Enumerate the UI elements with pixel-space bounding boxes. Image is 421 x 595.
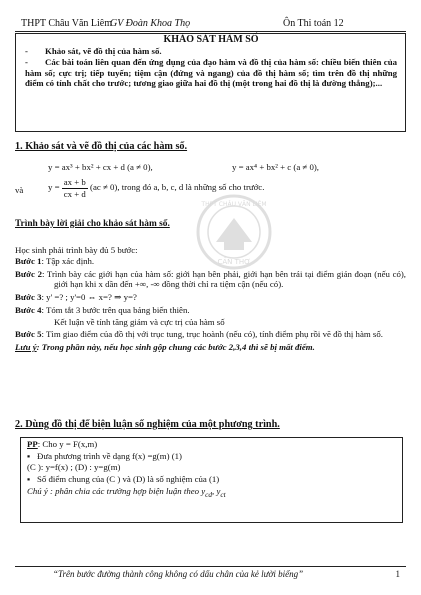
school-watermark-seal xyxy=(194,192,274,272)
method-heading: Trình bày lời giải cho khảo sát hàm số. xyxy=(15,219,170,229)
step-2: Bước 2: Trình bày các giới hạn của hàm số: giới hạn bên phải, giới hạn bên trái tại điểm gián đoạn (nếu có), giới hạn khi x dần đến +∞, -∞ đồng thời chỉ ra tiệm cận (nếu có). xyxy=(15,268,406,290)
page-header xyxy=(15,18,406,32)
fraction: $\frac{ax + b}{cx + d}$ xyxy=(63,177,86,199)
must-text: Học sinh phải trình bày đủ 5 bước: xyxy=(15,245,138,255)
formula-cubic: y = ax³ + bx² + cx + d (a ≠ 0), xyxy=(48,162,153,172)
page-number: 1 xyxy=(395,569,400,579)
intro-title: KHẢO SÁT HÀM SỐ xyxy=(163,34,259,45)
curve-line: (C ): y=f(x) ; (D) : y=g(m) xyxy=(27,462,121,473)
bullet-icon: ▪ xyxy=(27,474,31,485)
step-3: Bước 3: y' =? ; y'=0 ⇔ x=? ⇒ y=? xyxy=(15,292,137,303)
header-teacher: GV Đoàn Khoa Thọ xyxy=(110,18,191,29)
method-note: Chú ý : phân chia các trường hợp biện luận theo $y_{cd}$, $y_{ct}$ xyxy=(27,485,226,499)
bullet-icon: ▪ xyxy=(27,450,31,461)
pp-line: PP: Cho y = F(x,m) xyxy=(27,439,98,449)
formula-quartic: y = ax⁴ + bx² + c (a ≠ 0), xyxy=(232,162,319,172)
header-school: THPT Châu Văn Liêm xyxy=(21,18,113,29)
svg-text:CẦN THƠ: CẦN THƠ xyxy=(217,258,251,266)
header-subject: Ôn Thi toán 12 xyxy=(283,18,344,29)
intro-item-1: - Khảo sát, vẽ đồ thị của hàm số. xyxy=(25,46,162,57)
step-4-conclusion: Kết luận về tính tăng giảm và cực trị của hàm số xyxy=(54,316,225,327)
step-4: Bước 4: Tóm tắt 3 bước trên qua bảng biến thiên. xyxy=(15,304,190,315)
step-1: Bước 1: Tập xác định. xyxy=(15,256,95,266)
intro-box xyxy=(15,33,406,132)
note: Lưu ý: Trong phần này, nếu học sinh gộp chung các bước 2,3,4 thì sẽ bị mất điểm. xyxy=(15,342,315,353)
method-bullet-2: ▪ Số điểm chung của (C ) và (D) là số nghiệm của (1) xyxy=(27,474,220,485)
step-5: Bước 5: Tìm giao điểm của đồ thị với trục tung, trục hoành (nếu có), tính điểm phụ rồi vẽ đồ thị hàm số. xyxy=(15,329,383,340)
page-footer xyxy=(15,566,406,581)
footer-quote: “Trên bước đường thành công không có dấu chân của kẻ lười biếng” xyxy=(53,569,304,579)
method-box xyxy=(20,437,403,523)
section2-heading: 2. Dùng đồ thị để biện luận số nghiệm của một phương trình. xyxy=(15,419,280,430)
method-bullet-1: ▪ Đưa phương trình về dạng f(x) =g(m) (1) xyxy=(27,450,182,461)
section1-heading: 1. Khảo sát và vẽ đồ thị của các hàm số. xyxy=(15,141,188,152)
intro-item-2: - Các bài toán liên quan đến ứng dụng của đạo hàm và đồ thị của hàm số: chiều biến thiên của hàm số; cực trị; tiếp tuyến; tiệm cận (đứng và ngang) của đồ thị hàm số; tìm trên đồ thị những điểm có tính chất cho trước; tương giao giữa hai đồ thị (một trong hai đồ thị là đường thẳng);... xyxy=(25,56,397,89)
svg-text:THPT CHÂU VĂN LIÊM: THPT CHÂU VĂN LIÊM xyxy=(201,201,267,208)
formula-rational: y = $\frac{ax + b}{cx + d}$ (ac ≠ 0), trong đó a, b, c, d là những số cho trước. xyxy=(48,177,265,199)
formula-and: và xyxy=(15,185,24,195)
